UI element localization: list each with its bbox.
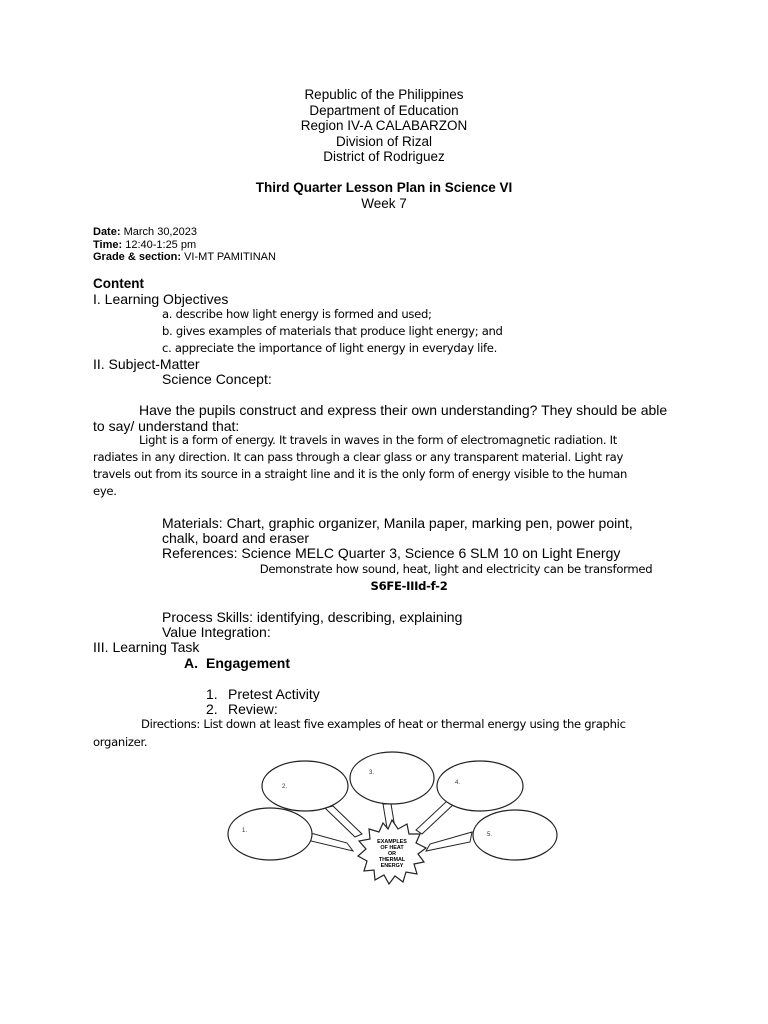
references-line: References: Science MELC Quarter 3, Science 6 SLM 10 on Light Energy — [162, 545, 621, 561]
task-2-number: 2. — [206, 701, 218, 717]
center-label-line-2: OF HEAT — [380, 845, 404, 851]
bubble-5-label: 5. — [487, 832, 493, 838]
prompt-line-1: Have the pupils construct and express their own understanding? They should be able — [139, 402, 668, 418]
directions-line-1: Directions: List down at least five examples of heat or thermal energy using the graphic — [141, 717, 626, 731]
heat-energy-graphic-organizer — [225, 748, 560, 898]
lesson-plan-title: Third Quarter Lesson Plan in Science VI — [255, 180, 513, 195]
value-integration: Value Integration: — [162, 624, 271, 640]
concept-line-1: Light is a form of energy. It travels in waves in the form of electromagnetic radiation. It — [139, 433, 618, 447]
concept-line-4: eye. — [93, 484, 117, 498]
lesson-plan-week: Week 7 — [361, 195, 407, 211]
engagement-heading: Engagement — [206, 655, 291, 671]
bubble-1 — [228, 808, 312, 860]
header-republic: Republic of the Philippines — [304, 87, 464, 102]
grade-row — [93, 251, 276, 263]
bubble-1-tail — [307, 832, 353, 851]
concept-line-3: travels out from its source in a straight line and it is the only form of energy visible to the human — [93, 467, 628, 481]
bubble-1-label: 1. — [242, 828, 248, 834]
bubble-2-label: 2. — [282, 784, 288, 790]
header-department: Department of Education — [309, 102, 459, 118]
competency-code: S6FE-IIId-f-2 — [370, 579, 448, 593]
center-label-line-5: ENERGY — [380, 863, 404, 869]
learning-task-heading: III. Learning Task — [93, 639, 200, 655]
date-label: Date: — [93, 226, 121, 238]
bubble-5 — [473, 810, 557, 860]
bubble-2-tail — [325, 806, 362, 837]
competency-line: Demonstrate how sound, heat, light and electricity can be transformed — [259, 562, 653, 576]
bubble-2 — [262, 761, 348, 811]
header-division: Division of Rizal — [335, 133, 433, 149]
process-skills: Process Skills: identifying, describing, explaining — [162, 609, 463, 625]
task-1-number: 1. — [206, 686, 218, 702]
bubble-4 — [437, 761, 523, 811]
grade-value: VI-MT PAMITINAN — [184, 251, 276, 263]
time-value: 12:40-1:25 pm — [125, 238, 197, 251]
concept-line-2: radiates in any direction. It can pass through a clear glass or any transparent material. Light ray — [93, 450, 623, 464]
objective-a: a. describe how light energy is formed and used; — [162, 307, 432, 321]
task-1-label: Pretest Activity — [228, 686, 320, 702]
center-label-line-4: THERMAL — [378, 857, 406, 863]
time-row — [93, 239, 196, 251]
engagement-marker: A. — [184, 655, 198, 671]
prompt-line-2: to say/ understand that: — [93, 418, 240, 434]
bubble-3 — [350, 752, 434, 804]
header-district: District of Rodriguez — [323, 149, 445, 164]
science-concept-label: Science Concept: — [162, 371, 272, 387]
objective-b: b. gives examples of materials that produce light energy; and — [162, 324, 503, 338]
subject-matter-heading: II. Subject-Matter — [93, 356, 200, 372]
content-heading: Content — [93, 276, 144, 291]
bubble-4-tail — [416, 801, 455, 834]
bubble-3-label: 3. — [369, 770, 375, 776]
header-region: Region IV-A CALABARZON — [300, 118, 468, 133]
objectives-heading: I. Learning Objectives — [93, 291, 229, 307]
task-2-label: Review: — [228, 701, 278, 717]
materials-line-1: Materials: Chart, graphic organizer, Manila paper, marking pen, power point, — [162, 515, 633, 531]
center-label-line-3: OR — [387, 851, 397, 857]
time-label: Time: — [93, 238, 123, 251]
date-value: March 30,2023 — [123, 226, 197, 238]
date-row — [93, 226, 197, 238]
bubble-4-label: 4. — [455, 780, 461, 786]
objective-c: c. appreciate the importance of light energy in everyday life. — [162, 341, 497, 355]
center-label-line-1: EXAMPLES — [377, 839, 407, 845]
materials-line-2: chalk, board and eraser — [162, 530, 310, 546]
bubble-5-tail — [426, 832, 472, 851]
directions-line-2: organizer. — [93, 735, 148, 749]
grade-label: Grade & section: — [93, 251, 182, 263]
